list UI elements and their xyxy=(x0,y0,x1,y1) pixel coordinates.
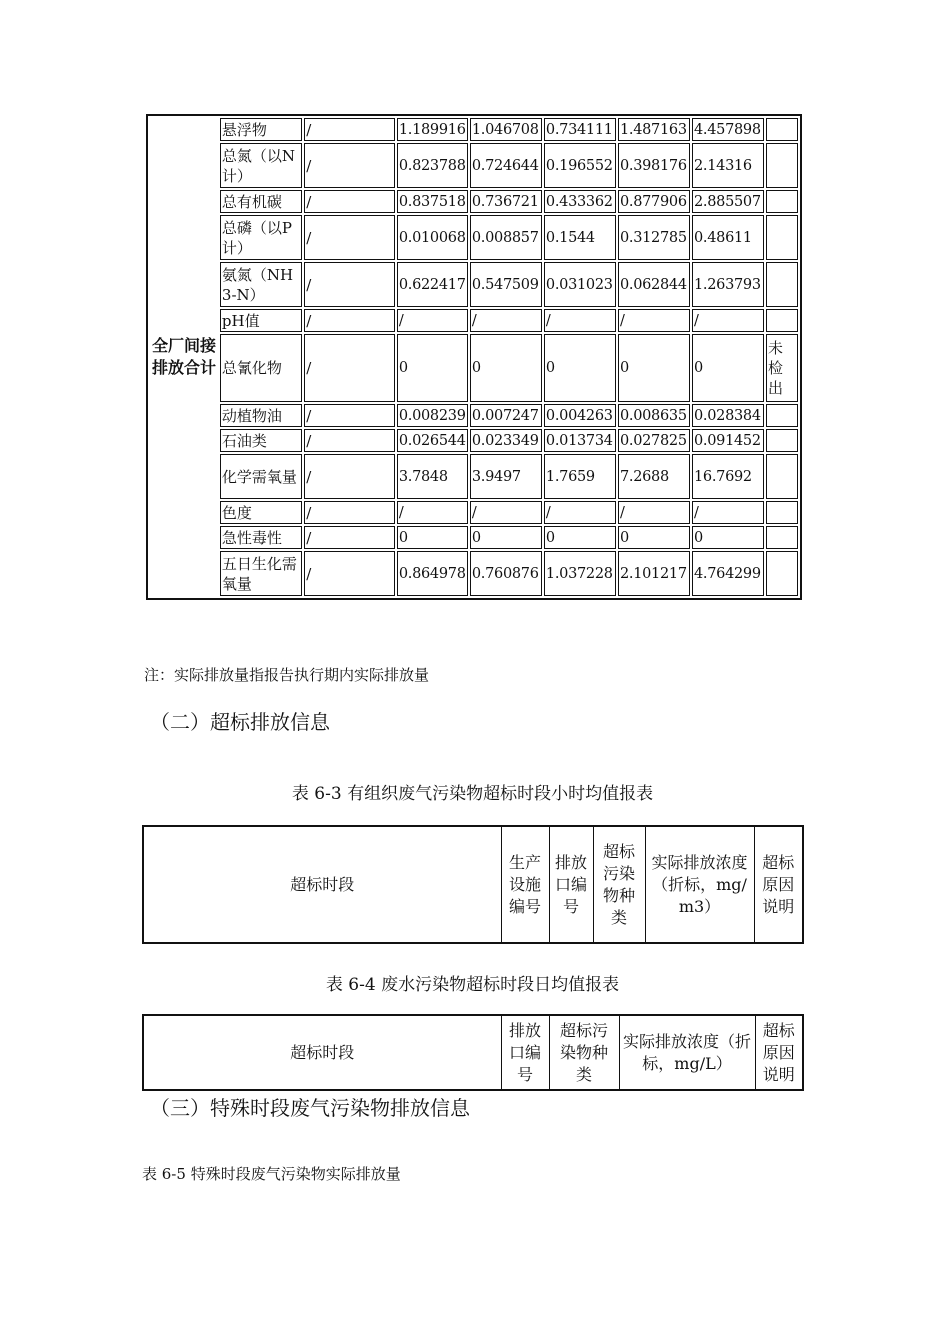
value-cell: 0.312785 xyxy=(618,215,690,260)
value-cell: 0 xyxy=(544,526,616,549)
cell-permit: / xyxy=(304,262,395,307)
value-cell: 2.885507 xyxy=(692,190,764,213)
remark-cell xyxy=(766,262,798,307)
table-6-5-caption: 表 6-5 特殊时段废气污染物实际排放量 xyxy=(142,1165,401,1183)
value-cell: 0 xyxy=(692,526,764,549)
value-cell: 0.008635 xyxy=(618,404,690,427)
table-row xyxy=(150,501,798,524)
value-cell: 0 xyxy=(618,334,690,402)
header-cell: 超标时段 xyxy=(143,826,501,943)
value-cell: 0.1544 xyxy=(544,215,616,260)
value-cell: 0 xyxy=(470,334,542,402)
cell-permit: / xyxy=(304,454,395,499)
pollutant-name: 动植物油 xyxy=(220,404,302,427)
value-cell: 2.14316 xyxy=(692,143,764,188)
value-cell: 0.196552 xyxy=(544,143,616,188)
pollutant-name: pH值 xyxy=(220,309,302,332)
cell-permit: / xyxy=(304,309,395,332)
table-row xyxy=(150,309,798,332)
value-cell: 1.037228 xyxy=(544,551,616,596)
value-cell: 0.023349 xyxy=(470,429,542,452)
cell-permit: / xyxy=(304,404,395,427)
cell-permit: / xyxy=(304,334,395,402)
table-row xyxy=(150,190,798,213)
header-cell: 排放口编号 xyxy=(501,1015,549,1090)
value-cell: 0.008239 xyxy=(397,404,468,427)
pollutant-name: 急性毒性 xyxy=(220,526,302,549)
pollutant-name: 氨氮（NH3-N） xyxy=(220,262,302,307)
value-cell: 0 xyxy=(397,334,468,402)
remark-cell xyxy=(766,404,798,427)
value-cell: 1.189916 xyxy=(397,118,468,141)
remark-cell xyxy=(766,190,798,213)
value-cell: 0.48611 xyxy=(692,215,764,260)
pollutant-name: 总氰化物 xyxy=(220,334,302,402)
value-cell: 0.724644 xyxy=(470,143,542,188)
value-cell: 2.101217 xyxy=(618,551,690,596)
table-row xyxy=(150,118,798,141)
pollutant-name: 总有机碳 xyxy=(220,190,302,213)
value-cell: 0 xyxy=(470,526,542,549)
table-row xyxy=(150,262,798,307)
header-cell: 实际排放浓度（折标，mg/L） xyxy=(619,1015,755,1090)
table-row xyxy=(150,454,798,499)
value-cell: 0.398176 xyxy=(618,143,690,188)
value-cell: 0.027825 xyxy=(618,429,690,452)
table-6-3 xyxy=(142,825,804,944)
cell-permit: / xyxy=(304,501,395,524)
section-heading-special: （三）特殊时段废气污染物排放信息 xyxy=(150,1096,470,1120)
value-cell: 0.007247 xyxy=(470,404,542,427)
value-cell: 0 xyxy=(397,526,468,549)
value-cell: / xyxy=(397,501,468,524)
value-cell: 0.864978 xyxy=(397,551,468,596)
value-cell: 0.547509 xyxy=(470,262,542,307)
table-note: 注：实际排放量指报告执行期内实际排放量 xyxy=(144,666,430,684)
value-cell: / xyxy=(470,309,542,332)
remark-cell xyxy=(766,454,798,499)
pollutant-name: 化学需氧量 xyxy=(220,454,302,499)
remark-cell xyxy=(766,143,798,188)
value-cell: 0.837518 xyxy=(397,190,468,213)
value-cell: / xyxy=(544,309,616,332)
value-cell: 1.7659 xyxy=(544,454,616,499)
group-label: 全厂间接排放合计 xyxy=(151,336,216,377)
table-row xyxy=(150,334,798,402)
value-cell: / xyxy=(618,501,690,524)
value-cell: 3.9497 xyxy=(470,454,542,499)
table-row xyxy=(150,143,798,188)
remark-cell: 未检出 xyxy=(766,334,798,402)
main-emissions-table xyxy=(146,114,802,600)
value-cell: 0 xyxy=(544,334,616,402)
cell-permit: / xyxy=(304,551,395,596)
header-cell: 超标原因说明 xyxy=(755,1015,803,1090)
value-cell: 3.7848 xyxy=(397,454,468,499)
value-cell: 0.877906 xyxy=(618,190,690,213)
remark-cell xyxy=(766,429,798,452)
remark-cell xyxy=(766,526,798,549)
header-cell: 生产设施编号 xyxy=(501,826,549,943)
value-cell: / xyxy=(692,501,764,524)
value-cell: / xyxy=(397,309,468,332)
pollutant-name: 总磷（以P计） xyxy=(220,215,302,260)
cell-permit: / xyxy=(304,429,395,452)
table-6-4-caption: 表 6-4 废水污染物超标时段日均值报表 xyxy=(325,975,620,995)
table-row xyxy=(150,551,798,596)
table-row xyxy=(150,526,798,549)
remark-cell xyxy=(766,118,798,141)
value-cell: 0.008857 xyxy=(470,215,542,260)
table-row xyxy=(143,826,803,943)
cell-permit: / xyxy=(304,526,395,549)
value-cell: 0.004263 xyxy=(544,404,616,427)
value-cell: 1.263793 xyxy=(692,262,764,307)
cell-permit: / xyxy=(304,215,395,260)
table-6-4 xyxy=(142,1014,804,1091)
table-6-3-caption: 表 6-3 有组织废气污染物超标时段小时均值报表 xyxy=(291,784,654,804)
value-cell: 0.062844 xyxy=(618,262,690,307)
value-cell: 0.622417 xyxy=(397,262,468,307)
value-cell: 4.764299 xyxy=(692,551,764,596)
value-cell: 0 xyxy=(692,334,764,402)
remark-cell xyxy=(766,309,798,332)
header-cell: 超标原因说明 xyxy=(754,826,803,943)
value-cell: / xyxy=(692,309,764,332)
value-cell: / xyxy=(470,501,542,524)
value-cell: 0 xyxy=(618,526,690,549)
value-cell: 1.046708 xyxy=(470,118,542,141)
value-cell: 4.457898 xyxy=(692,118,764,141)
value-cell: 0.028384 xyxy=(692,404,764,427)
table-row xyxy=(143,1015,803,1090)
remark-cell xyxy=(766,215,798,260)
section-heading-exceed: （二）超标排放信息 xyxy=(150,710,330,734)
value-cell: 0.736721 xyxy=(470,190,542,213)
pollutant-name: 悬浮物 xyxy=(220,118,302,141)
value-cell: / xyxy=(618,309,690,332)
table-row xyxy=(150,404,798,427)
table-row xyxy=(150,429,798,452)
value-cell: / xyxy=(544,501,616,524)
value-cell: 0.433362 xyxy=(544,190,616,213)
header-cell: 超标污染物种类 xyxy=(593,826,645,943)
value-cell: 0.026544 xyxy=(397,429,468,452)
value-cell: 0.760876 xyxy=(470,551,542,596)
remark-cell xyxy=(766,501,798,524)
value-cell: 0.734111 xyxy=(544,118,616,141)
value-cell: 16.7692 xyxy=(692,454,764,499)
value-cell: 0.031023 xyxy=(544,262,616,307)
table-row xyxy=(150,215,798,260)
value-cell: 0.013734 xyxy=(544,429,616,452)
header-cell: 超标污染物种类 xyxy=(549,1015,619,1090)
value-cell: 0.823788 xyxy=(397,143,468,188)
header-cell: 实际排放浓度（折标，mg/m3） xyxy=(645,826,754,943)
value-cell: 1.487163 xyxy=(618,118,690,141)
header-cell: 排放口编号 xyxy=(549,826,593,943)
cell-permit: / xyxy=(304,190,395,213)
value-cell: 0.091452 xyxy=(692,429,764,452)
cell-permit: / xyxy=(304,143,395,188)
remark-cell xyxy=(766,551,798,596)
pollutant-name: 总氮（以N计） xyxy=(220,143,302,188)
pollutant-name: 五日生化需氧量 xyxy=(220,551,302,596)
value-cell: 7.2688 xyxy=(618,454,690,499)
value-cell: 0.010068 xyxy=(397,215,468,260)
cell-permit: / xyxy=(304,118,395,141)
pollutant-name: 色度 xyxy=(220,501,302,524)
pollutant-name: 石油类 xyxy=(220,429,302,452)
header-cell: 超标时段 xyxy=(143,1015,501,1090)
